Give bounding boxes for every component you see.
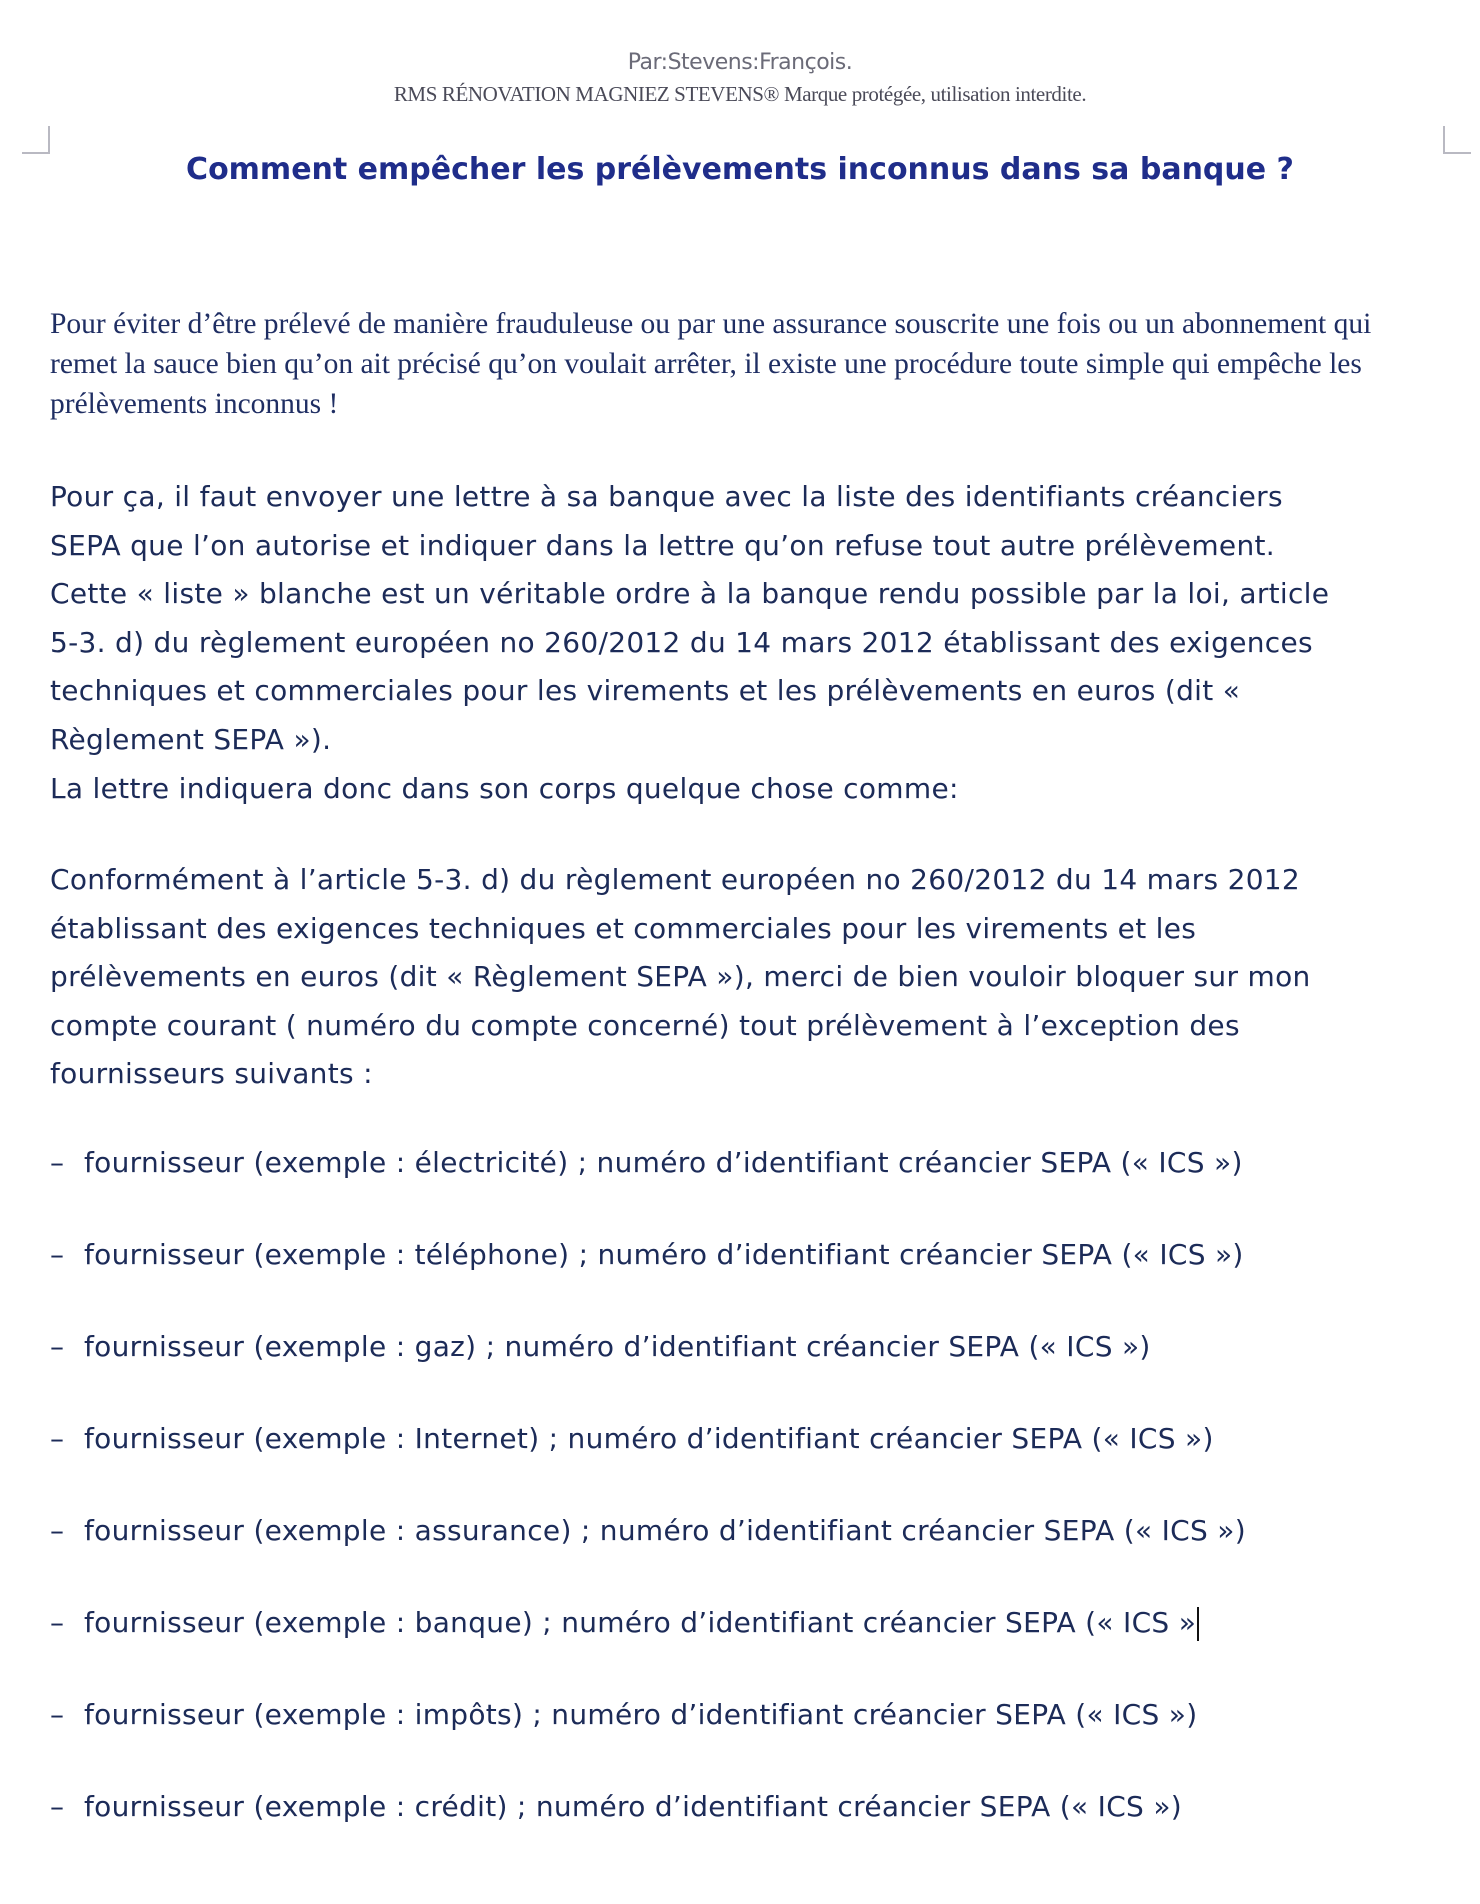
list-item bbox=[50, 1511, 1450, 1603]
list-item-text: fournisseur (exemple : banque) ; numéro d’identifiant créancier SEPA (« ICS » bbox=[84, 1606, 1197, 1639]
dash-bullet: – bbox=[50, 1330, 65, 1363]
paragraph-line: La lettre indiquera donc dans son corps quelque chose comme: bbox=[50, 771, 959, 805]
paragraph-line: Règlement SEPA »). bbox=[50, 722, 332, 756]
letter-template-paragraph bbox=[50, 856, 1450, 1099]
margin-corner-mark-right bbox=[1443, 126, 1471, 154]
margin-corner-mark-left bbox=[22, 126, 50, 154]
paragraph-line: 5-3. d) du règlement européen no 260/2012 du 14 mars 2012 établissant des exigences bbox=[50, 625, 1313, 659]
list-item bbox=[50, 1235, 1450, 1327]
paragraph-line: compte courant ( numéro du compte concerné) tout prélèvement à l’exception des bbox=[50, 1008, 1240, 1042]
list-item bbox=[50, 1695, 1450, 1787]
list-item bbox=[50, 1419, 1450, 1511]
list-item-text: fournisseur (exemple : gaz) ; numéro d’identifiant créancier SEPA (« ICS ») bbox=[84, 1330, 1151, 1363]
procedure-paragraph bbox=[50, 473, 1450, 813]
paragraph-line: établissant des exigences techniques et commerciales pour les virements et les bbox=[50, 911, 1197, 945]
paragraph-line: prélèvements en euros (dit « Règlement SEPA »), merci de bien vouloir bloquer sur mon bbox=[50, 960, 1311, 994]
dash-bullet: – bbox=[50, 1698, 65, 1731]
dash-bullet: – bbox=[50, 1514, 65, 1547]
supplier-list bbox=[50, 1143, 1450, 1879]
list-item bbox=[50, 1603, 1450, 1695]
list-item bbox=[50, 1143, 1450, 1235]
list-item-text: fournisseur (exemple : crédit) ; numéro d’identifiant créancier SEPA (« ICS ») bbox=[84, 1790, 1182, 1823]
paragraph-line: Conformément à l’article 5-3. d) du règlement européen no 260/2012 du 14 mars 2012 bbox=[50, 863, 1301, 896]
header-company-notice: RMS RÉNOVATION MAGNIEZ STEVENS® Marque protégée, utilisation interdite. bbox=[393, 82, 1087, 106]
list-item-text: fournisseur (exemple : téléphone) ; numéro d’identifiant créancier SEPA (« ICS ») bbox=[84, 1238, 1244, 1271]
paragraph-line: fournisseurs suivants : bbox=[50, 1057, 373, 1091]
dash-bullet: – bbox=[50, 1606, 65, 1639]
list-item-text: fournisseur (exemple : électricité) ; numéro d’identifiant créancier SEPA (« ICS ») bbox=[84, 1146, 1243, 1179]
paragraph-line: SEPA que l’on autorise et indiquer dans la lettre qu’on refuse tout autre prélèvement. bbox=[50, 528, 1275, 562]
list-item bbox=[50, 1327, 1450, 1419]
list-item-text: fournisseur (exemple : assurance) ; numéro d’identifiant créancier SEPA (« ICS ») bbox=[84, 1514, 1246, 1547]
document-title: Comment empêcher les prélèvements inconnus dans sa banque ? bbox=[186, 152, 1294, 187]
intro-paragraph: Pour éviter d’être prélevé de manière frauduleuse ou par une assurance souscrite une fois ou un abonnement qui remet la sauce bien qu’on ait précisé qu’on voulait arrêter, il existe une procédure toute simple qui empêche les prélèvements inconnus ! bbox=[50, 308, 1372, 420]
dash-bullet: – bbox=[50, 1238, 65, 1271]
text-cursor bbox=[1197, 1607, 1199, 1641]
dash-bullet: – bbox=[50, 1790, 65, 1823]
paragraph-line: Cette « liste » blanche est un véritable ordre à la banque rendu possible par la loi, article bbox=[50, 577, 1330, 611]
paragraph-line: Pour ça, il faut envoyer une lettre à sa banque avec la liste des identifiants créanciers bbox=[50, 480, 1283, 513]
paragraph-line: techniques et commerciales pour les virements et les prélèvements en euros (dit « bbox=[50, 674, 1241, 708]
list-item bbox=[50, 1787, 1450, 1879]
header-author: Par:Stevens:François. bbox=[627, 50, 853, 75]
dash-bullet: – bbox=[50, 1146, 65, 1179]
list-item-text: fournisseur (exemple : Internet) ; numéro d’identifiant créancier SEPA (« ICS ») bbox=[84, 1422, 1214, 1455]
list-item-text: fournisseur (exemple : impôts) ; numéro d’identifiant créancier SEPA (« ICS ») bbox=[84, 1698, 1198, 1731]
dash-bullet: – bbox=[50, 1422, 65, 1455]
